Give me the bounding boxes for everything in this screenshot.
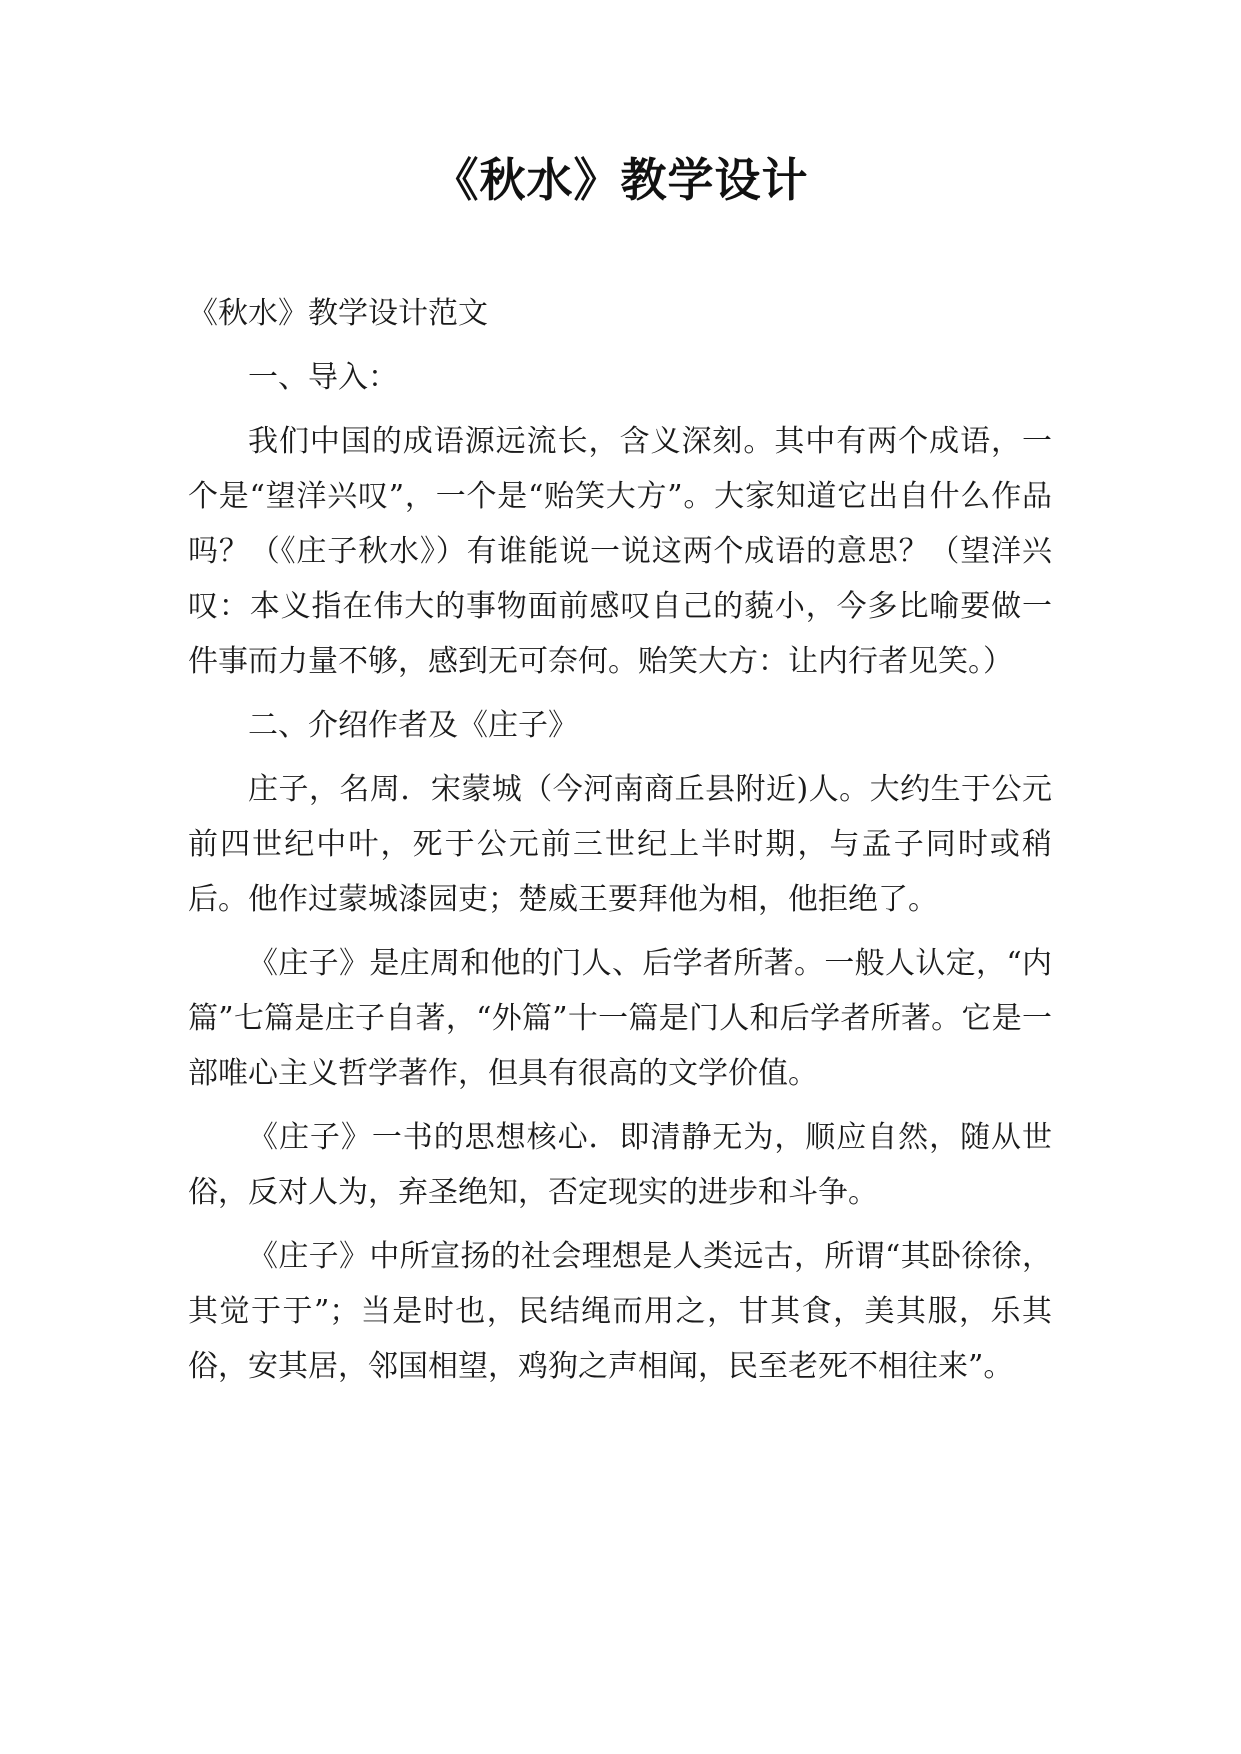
paragraph-social-ideal: 《庄子》中所宣扬的社会理想是人类远古，所谓“其卧徐徐，其觉于于”；当是时也，民结绳而用之，甘其食，美其服，乐其俗，安其居，邻国相望，鸡狗之声相闻，民至老死不相往来”。 (188, 1239, 1052, 1384)
paragraph-core-thought: 《庄子》一书的思想核心．即清静无为，顺应自然，随从世俗，反对人为，弃圣绝知，否定现实的进步和斗争。 (188, 1120, 1052, 1210)
document-body (188, 286, 1052, 1394)
page-title: 《秋水》教学设计 (432, 153, 809, 207)
paragraph-intro: 我们中国的成语源远流长，含义深刻。其中有两个成语，一个是“望洋兴叹”，一个是“贻笑大方”。大家知道它出自什么作品吗？（《庄子秋水》）有谁能说一说这两个成语的意思？（望洋兴叹：本义指在伟大的事物面前感叹自己的藐小，今多比喻要做一件事而力量不够，感到无可奈何。贻笑大方：让内行者见笑。） (188, 424, 1052, 679)
paragraph-book: 《庄子》是庄周和他的门人、后学者所著。一般人认定，“内篇”七篇是庄子自著，“外篇”十一篇是门人和后学者所著。它是一部唯心主义哲学著作，但具有很高的文学价值。 (188, 946, 1052, 1091)
paragraph-author: 庄子，名周．宋蒙城（今河南商丘县附近)人。大约生于公元前四世纪中叶，死于公元前三世纪上半时期，与孟子同时或稍后。他作过蒙城漆园吏；楚威王要拜他为相，他拒绝了。 (188, 772, 1052, 917)
document-subtitle: 《秋水》教学设计范文 (188, 296, 488, 331)
section-heading-intro: 一、导入： (248, 360, 398, 395)
section-heading-author: 二、介绍作者及《庄子》 (248, 708, 578, 743)
